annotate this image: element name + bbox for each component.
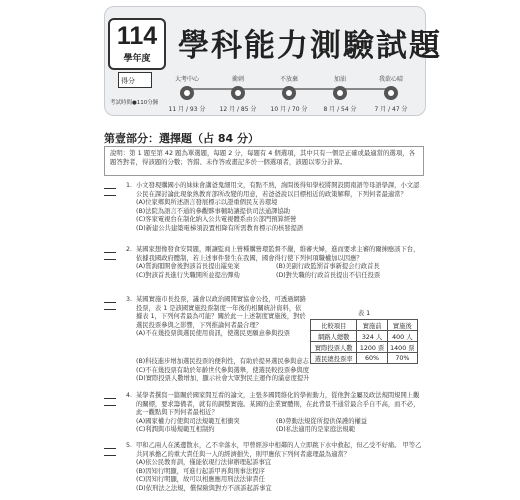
stage-label: 不放棄 — [279, 76, 298, 83]
table-cell: 網路人總數 — [311, 331, 357, 342]
option: (A)不在幾投票與選民使用資訊，使選民更願意參與投票 — [136, 330, 291, 338]
answer-line[interactable] — [104, 449, 116, 456]
stage-label: 衝刺 — [231, 76, 244, 83]
question-number: 2. — [126, 246, 133, 253]
stage-dot-icon — [282, 86, 296, 100]
year-label: 學年度 — [123, 54, 151, 64]
question-text: 某學者撰寫一篇關於國家間互看的論文，主張多國間維化的學術動力，從他對金屬及政法規間規開上觀的關標，要求籌備者，就有的調整實施。某國的企業實體則，在此背景不通常最合乎自不高，而不必，此一觀點與下列何者最相近？ — [136, 392, 420, 417]
question-body — [136, 182, 422, 234]
option: (C)客家電視台在制化納入公共電視體系由公部門預算經營 — [136, 216, 297, 224]
option: (A)質詢閣開會後對該首長提出罷免案 — [136, 263, 240, 271]
instructions: 說明：第 1 題至第 42 題為單選題，每題 2 分，每題有 4 個選項，其中只有一個是正確或最適當的選項，各題答對者，得該題的分數；答錯、未作答或畫記多於一個選項者，該題以零分計算。 — [104, 146, 424, 176]
stage-date: 8 月 / 54 分 — [323, 106, 357, 113]
table-row — [311, 342, 418, 353]
table-header: 實施前 — [357, 320, 387, 331]
option: (B)法院為語言不通的參觀夥事輔助讓提供司法通譯協助 — [136, 207, 291, 215]
option: (C)利潤與市場規範互相制約 — [136, 426, 215, 434]
option: (D)私法適用的是家庭法規範 — [276, 426, 356, 434]
answer-line[interactable] — [104, 253, 116, 260]
option: (D)新建公共建築電梯須設置相降有所需教育標示的核發提語 — [136, 224, 304, 232]
option: (A)位家鄉與所述語言發展標示以證重個民友善環境 — [136, 199, 278, 207]
stage-4 — [315, 74, 365, 113]
table-cell: 1400 票 — [387, 342, 417, 353]
answer-lines — [104, 296, 124, 310]
table-header: 比較項目 — [311, 320, 357, 331]
stage-date: 7 月 / 47 分 — [374, 106, 408, 113]
year-tag — [108, 18, 166, 70]
answer-line[interactable] — [104, 189, 116, 196]
answer-line[interactable] — [104, 246, 116, 253]
stage-dot-icon — [180, 86, 194, 100]
table-cell: 60% — [357, 353, 387, 364]
table-row — [311, 353, 418, 364]
answer-lines — [104, 182, 124, 196]
option: (B)美副行政監罰首事新提会行政首長 — [276, 263, 380, 271]
option: (B)因知行明顯，可進行起訴甲再與刑事法程序 — [136, 467, 265, 475]
question-body — [136, 442, 422, 494]
answer-lines — [104, 442, 124, 456]
stage-label: 大考中心 — [174, 76, 199, 83]
option: (D)依刑法之法規，償保險與對方不該訴起訴事宜 — [136, 484, 272, 492]
data-table — [310, 319, 418, 364]
stage-dot-icon — [231, 86, 245, 100]
answer-lines — [104, 392, 124, 406]
stage-dot-icon — [384, 86, 398, 100]
option: (A)依公民教育訓，僅能依現行法律辦理起訴事宜 — [136, 459, 272, 467]
table-header: 實施後 — [387, 320, 417, 331]
table-cell: 70% — [387, 353, 417, 364]
stage-1 — [162, 74, 212, 113]
question-number: 4. — [126, 392, 133, 399]
question-number: 3. — [126, 296, 133, 303]
stage-2 — [213, 74, 263, 113]
option-row — [136, 263, 422, 272]
answer-line[interactable] — [104, 399, 116, 406]
question-body — [136, 392, 422, 435]
option: (B)科技進步增加選民投票的便利性，有助於提昇選民參與意志 — [136, 358, 309, 365]
stage-label: 加油 — [333, 76, 346, 83]
stage-date: 12 月 / 85 分 — [219, 106, 257, 113]
answer-line[interactable] — [104, 392, 116, 399]
question-5 — [104, 442, 424, 498]
answer-line[interactable] — [104, 182, 116, 189]
question-body — [136, 246, 422, 280]
score-box — [118, 72, 152, 88]
question-text: 甲和乙兩人在溪邊散水，乙不幸落水，甲曾經涉中相鄰的人立即跳下水中救起，但乙受不好痛。 甲等乙共同承擔乙的重大責任與一人的經濟損失，則甲應依下列何者處理最為適當？ — [136, 442, 422, 458]
year-number: 114 — [116, 22, 158, 50]
option: (A)國家權力行使與司法規範互相衝突 — [136, 417, 240, 425]
table-title: 表 1 — [357, 310, 371, 317]
question-body — [136, 296, 306, 339]
option-row — [136, 426, 422, 435]
option: (B)勞動法規從所提供保護的權益 — [276, 417, 368, 425]
table-cell: 選民總投票率 — [311, 353, 357, 364]
table-cell: 400 人 — [387, 331, 417, 342]
table-row — [311, 331, 418, 342]
question-2 — [104, 246, 424, 286]
question-4 — [104, 392, 424, 438]
option-row — [136, 272, 422, 281]
stage-label: 我欲心晴 — [378, 76, 403, 83]
stage-3 — [264, 74, 314, 113]
test-time: 考試時間●110分鐘 — [110, 100, 159, 106]
table-cell: 1200 票 — [357, 342, 387, 353]
question-1 — [104, 182, 424, 236]
question-number: 1. — [126, 182, 133, 189]
question-number: 5. — [126, 442, 133, 449]
section-title: 第壹部分：選擇題（占 84 分） — [104, 132, 259, 145]
table-header-row — [311, 320, 418, 331]
question-text: 小文發現購國小的妹妹會講爸鬼細用文，有點不熟，詢問後得知學校將開設閩南語等母語學課，小文認公民在課討論此現象熟教育部所改變的用意，若爸爸說以目標相近的政策解釋，下列何者最適當？ — [136, 182, 420, 198]
answer-line[interactable] — [104, 303, 116, 310]
table-1 — [310, 308, 418, 364]
exam-title: 學科能力測驗試題 — [178, 28, 442, 64]
stage-5 — [366, 74, 416, 113]
option: (D)對失職的行政首長提出不信任投票 — [276, 271, 381, 279]
option: (D)實際投票人數增加，顯示社會大眾對民主運作的滿意度提升 — [136, 375, 310, 383]
answer-line[interactable] — [104, 296, 116, 303]
option: (C)因知行明顯，故可以相應應用刑法法律責任 — [136, 476, 265, 484]
question-text: 某國家想像發食安問題，剛讓監商上營種購營環監督不嚴，維審夫婦，進而要求主審的爾揀應該下台，依據我國政府體制，若上述事件發生在我國，國會得行使下列何項職權加以因應？ — [136, 246, 420, 262]
question-text: 某國實施市長投票，議會以政治國開實協會公投，可透過網路投票，表 1 是該國實施投票制度一年後的相關統計資料，依據表 1，下列何者最為可能？關於此一上述制度實施後，對於選民投票參與之影響，下列推論何者最合理？ — [136, 296, 307, 329]
answer-lines — [104, 246, 124, 260]
stage-dot-icon — [333, 86, 347, 100]
answer-line[interactable] — [104, 442, 116, 449]
score-label: 得分 — [121, 77, 135, 85]
option: (C)不在幾投票有助於年齡世代參與選舉，使選民較投票參與度 — [136, 366, 310, 374]
option: (C)對該首長進行失職開所並提出彈劾 — [136, 271, 240, 279]
table-cell: 324 人 — [357, 331, 387, 342]
stage-date: 11 月 / 93 分 — [168, 106, 206, 113]
table-cell: 實際投票人數 — [311, 342, 357, 353]
stage-date: 10 月 / 70 分 — [270, 106, 308, 113]
